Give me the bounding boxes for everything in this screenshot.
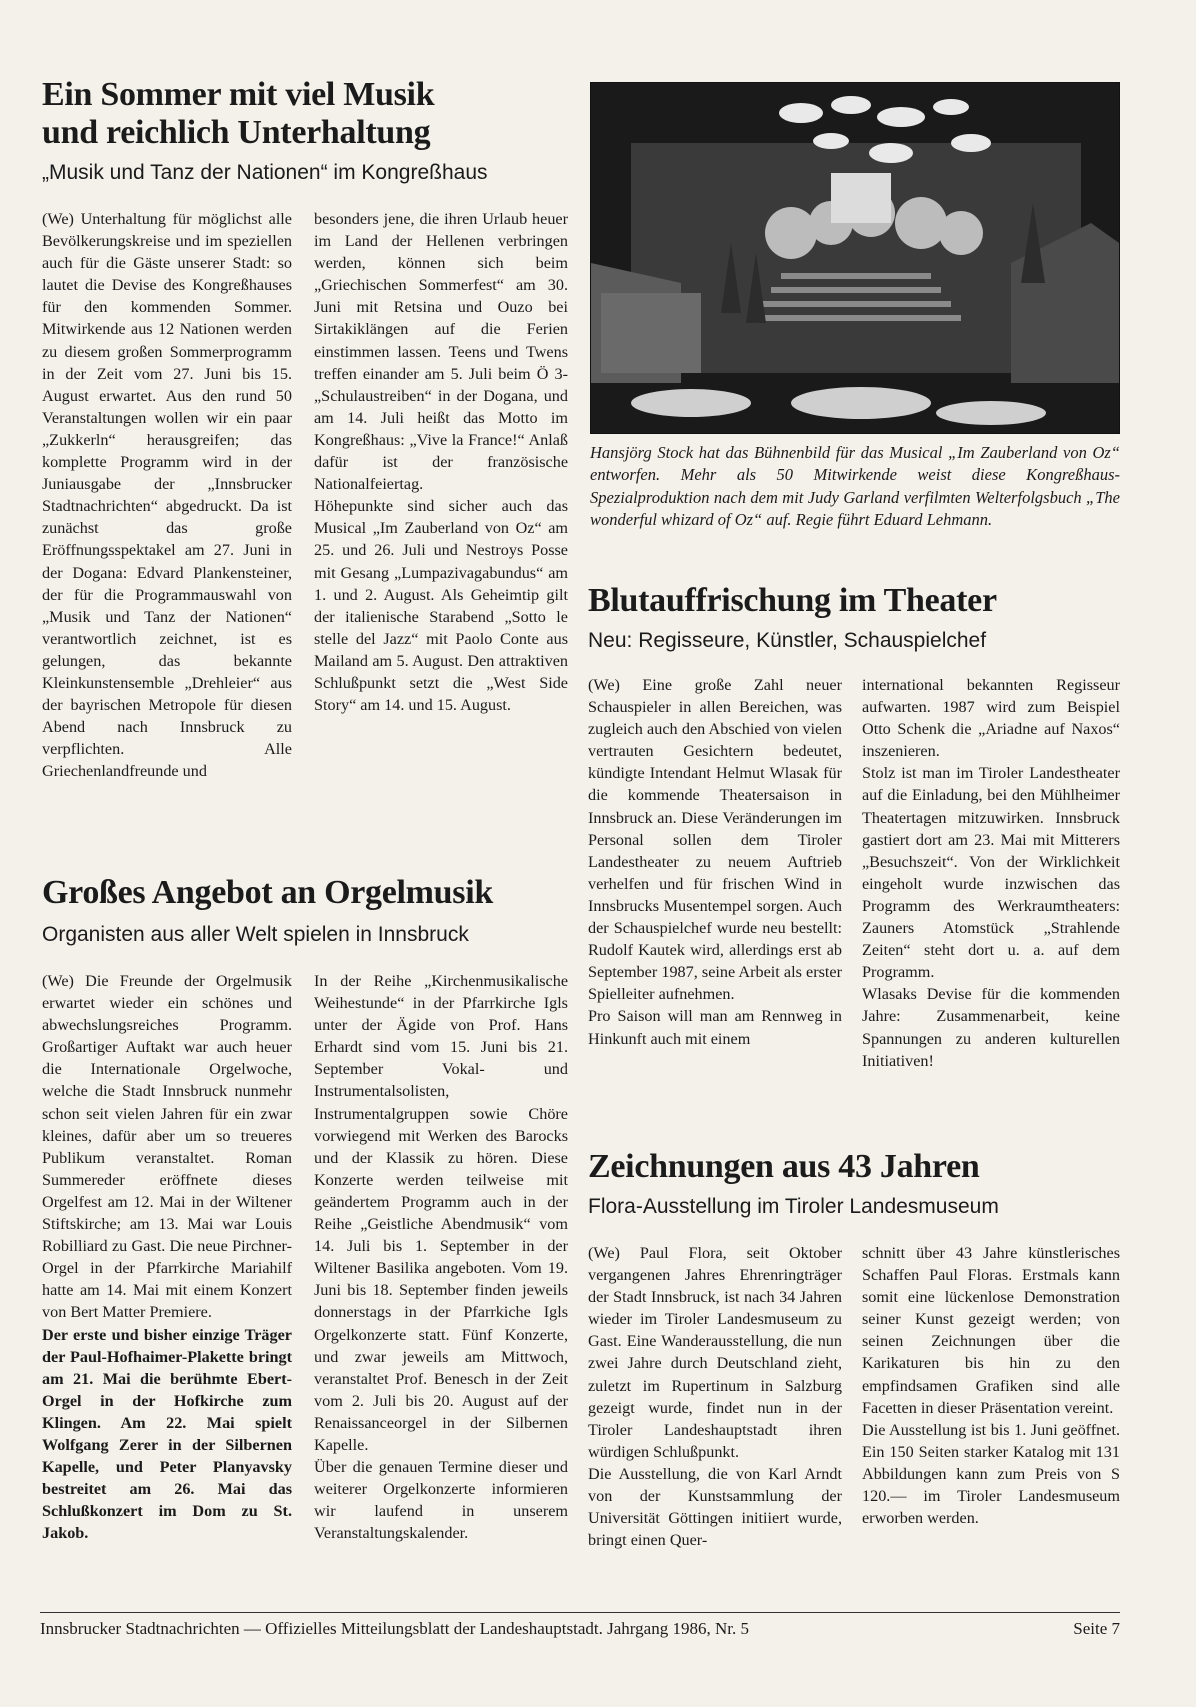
page-number: Seite 7 xyxy=(1073,1619,1120,1638)
article-3-headline: Großes Angebot an Orgelmusik xyxy=(42,874,493,911)
article-2-body-text: Stolz ist man im Tiroler Landestheater auf die Einladung, bei den Mühlheimer Theatertagen mitzuwirken. Innsbruck gastiert dort am 23. Mai mit Mitterers „Besuchszeit“. Von der Wirklichkeit eingeholt wurde inzwischen das Programm des Werkraumtheaters: Zauners Atomstück „Strahlende Zeiten“ steht dort u. a. auf dem Programm. xyxy=(862,764,1120,982)
article-4-subhead: Flora-Ausstellung im Tiroler Landesmuseum xyxy=(588,1195,999,1218)
article-1-subhead: „Musik und Tanz der Nationen“ im Kongreßhaus xyxy=(42,161,488,184)
article-2-column-1 xyxy=(588,674,842,1050)
article-1-column-1 xyxy=(42,208,292,782)
article-2-body-text: (We) Eine große Zahl neuer Schauspieler in allen Bereichen, was zugleich auch den Abschied von vielen vertrauten Gesichtern bedeutet, kündigte Intendant Helmut Wlasak für die kommende Theatersaison in Innsbruck an. Diese Veränderungen im Personal sollen dem Tiroler Landestheater zu neuem Auftrieb verhelfen und für frischen Wind in Innsbrucks Musentempel sorgen. Auch der Schauspielchef wurde neu bestellt: Rudolf Kautek wird, allerdings erst ab September 1987, seine Arbeit als erster Spielleiter aufnehmen. xyxy=(588,676,842,1004)
article-2-column-2 xyxy=(862,674,1120,1072)
article-1-body-text: Höhepunkte sind sicher auch das Musical „Im Zauberland von Oz“ am 25. und 26. Juli und Nestroys Posse mit Gesang „Lumpazivagabundus“ am 1. und 2. August. Als Geheimtip gilt der italienische Starabend „Sotto le stelle del Jazz“ mit Paolo Conte aus Mailand am 5. August. Den attraktiven Schlußpunkt setzt die „West Side Story“ am 14. und 15. August. xyxy=(314,497,568,715)
article-4-headline: Zeichnungen aus 43 Jahren xyxy=(588,1148,980,1185)
article-4-body-text: Die Ausstellung, die von Karl Arndt von der Kunstsammlung der Universität Göttingen initiiert wurde, bringt einen Quer- xyxy=(588,1464,842,1550)
article-1-body-text: besonders jene, die ihren Urlaub heuer im Land der Hellenen verbringen werden, können sich beim „Griechischen Sommerfest“ am 30. Juni mit Retsina und Ouzo bei Sirtakiklängen auf die Ferien einstimmen lassen. Teens und Twens treffen einander am 5. Juli beim Ö 3-„Schulaustreiben“ in der Dogana, und am 14. Juli heißt das Motto im Kongreßhaus: „Vive la France!“ Anlaß dafür ist der französische Nationalfeiertag. xyxy=(314,210,568,494)
article-2-body-text: Pro Saison will man am Rennweg in Hinkunft auch mit einem xyxy=(588,1007,842,1048)
article-1-column-2 xyxy=(314,208,568,716)
footer-publication-info: Innsbrucker Stadtnachrichten — Offizielles Mitteilungsblatt der Landeshauptstadt. Jahrgang 1986, Nr. 5 xyxy=(40,1619,749,1638)
article-3-body-text: Über die genauen Termine dieser und weiterer Orgelkonzerte informieren wir laufend in unserem Veranstaltungskalender. xyxy=(314,1458,568,1543)
article-3-subhead: Organisten aus aller Welt spielen in Innsbruck xyxy=(42,923,469,946)
article-3-bold-paragraph: Der erste und bisher einzige Träger der Paul-Hofhaimer-Plakette bringt am 21. Mai die berühmte Ebert-Orgel in der Hofkirche zum Klingen. Am 22. Mai spielt Wolfgang Zerer in der Silbernen Kapelle, und Peter Planyavsky bestreitet am 26. Mai das Schlußkonzert im Dom zu St. Jakob. xyxy=(42,1325,292,1543)
article-3-column-1 xyxy=(42,970,292,1544)
article-2-body-text: Wlasaks Devise für die kommenden Jahre: Zusammenarbeit, keine Spannungen zu anderen kulturellen Initiativen! xyxy=(862,985,1120,1070)
article-2-headline: Blutauffrischung im Theater xyxy=(588,582,997,619)
article-4-body-text: (We) Paul Flora, seit Oktober vergangenen Jahres Ehrenringträger der Stadt Innsbruck, ist nach 34 Jahren wieder im Tiroler Landesmuseum zu Gast. Eine Wanderausstellung, die nun zwei Jahre durch Deutschland zieht, zuletzt im Rupertinum in Salzburg gezeigt wurde, findet nun in der Tiroler Landeshauptstadt ihren würdigen Schlußpunkt. xyxy=(588,1244,842,1461)
article-1-body-text: (We) Unterhaltung für möglichst alle Bevölkerungskreise und im speziellen auch für die Gäste unserer Stadt: so lautet die Devise des Kongreßhauses für den kommenden Sommer. Mitwirkende aus 12 Nationen werden zu diesem großen Sommerprogramm in der Zeit vom 27. Juni bis 15. August erwartet. Aus den rund 50 Veranstaltungen wollen wir ein paar „Zukkerln“ herausgreifen; das komplette Programm wird in der Juniausgabe der „Innsbrucker Stadtnachrichten“ abgedruckt. Da ist zunächst das große Eröffnungsspektakel am 27. Juni in der Dogana: Edvard Plankensteiner, der für die Programmauswahl von „Musik und Tanz der Nationen“ verantwortlich zeichnet, ist es gelungen, das bekannte Kleinkunstensemble „Drehleier“ aus der bayrischen Metropole für diesen Abend nach Innsbruck zu verpflichten. Alle Griechenlandfreunde und xyxy=(42,210,292,781)
article-2-body-text: international bekannten Regisseur aufwarten. 1987 wird zum Beispiel Otto Schenk die „Ariadne auf Naxos“ inszenieren. xyxy=(862,676,1120,761)
article-4-body-text: schnitt über 43 Jahre künstlerisches Schaffen Paul Floras. Erstmals kann somit eine lückenlose Demonstration seiner Kunst gezeigt werden; von seinen Zeichnungen über die Karikaturen bis hin zu den empfindsamen Grafiken sind alle Facetten in dieser Präsentation vereint. xyxy=(862,1244,1120,1417)
stage-design-image xyxy=(591,83,1119,433)
article-4-column-2 xyxy=(862,1242,1120,1529)
article-3-column-2 xyxy=(314,970,568,1544)
footer-divider xyxy=(40,1612,1120,1613)
article-1-headline: Ein Sommer mit viel Musik und reichlich Unterhaltung xyxy=(42,76,435,151)
article-4-body-text: Die Ausstellung ist bis 1. Juni geöffnet. Ein 150 Seiten starker Katalog mit 131 Abbildungen kann zum Preis von S 120.— im Tiroler Landesmuseum erworben werden. xyxy=(862,1420,1120,1528)
stage-design-photo xyxy=(590,82,1120,434)
page-footer xyxy=(40,1618,1120,1640)
article-2-subhead: Neu: Regisseure, Künstler, Schauspielchef xyxy=(588,629,987,652)
article-3-body-text: (We) Die Freunde der Orgelmusik erwartet wieder ein schönes und abwechslungsreiches Programm. Großartiger Auftakt war auch heuer die Internationale Orgelwoche, welche die Stadt Innsbruck nunmehr schon seit vielen Jahren für ein zwar kleines, dafür aber um so treueres Publikum veranstaltet. Roman Summereder eröffnete dieses Orgelfest am 12. Mai in der Wiltener Stiftskirche; am 13. Mai war Louis Robilliard zu Gast. Die neue Pirchner-Orgel in der Pfarrkirche Mariahilf hatte am 14. Mai mit einem Konzert von Bert Matter Premiere. xyxy=(42,972,292,1322)
article-3-body-text: In der Reihe „Kirchenmusikalische Weihestunde“ in der Pfarrkirche Igls unter der Ägide von Prof. Hans Erhardt sind vom 15. Juni bis 21. September Vokal- und Instrumentalsolisten, Instrumentalgruppen sowie Chöre vorwiegend mit Werken des Barocks und der Klassik zu hören. Diese Konzerte werden teilweise mit geändertem Programm auch in der Reihe „Geistliche Abendmusik“ vom 14. Juli bis 1. September in der Wiltener Basilika angeboten. Vom 19. Juni bis 18. September finden jeweils donnerstags in der Pfarrkiche Igls Orgelkonzerte statt. Fünf Konzerte, und zwar jeweils am Mittwoch, veranstaltet Prof. Benesch in der Zeit vom 2. Juli bis 20. August auf der Renaissanceorgel in der Silbernen Kapelle. xyxy=(314,972,568,1454)
article-4-column-1 xyxy=(588,1242,842,1551)
photo-caption: Hansjörg Stock hat das Bühnenbild für das Musical „Im Zauberland von Oz“ entworfen. Mehr als 50 Mitwirkende weist diese Kongreßhaus-Spezialproduktion nach dem mit Judy Garland verfilmten Welterfolgsbuch „The wonderful whizard of Oz“ auf. Regie führt Eduard Lehmann. xyxy=(590,443,1120,529)
